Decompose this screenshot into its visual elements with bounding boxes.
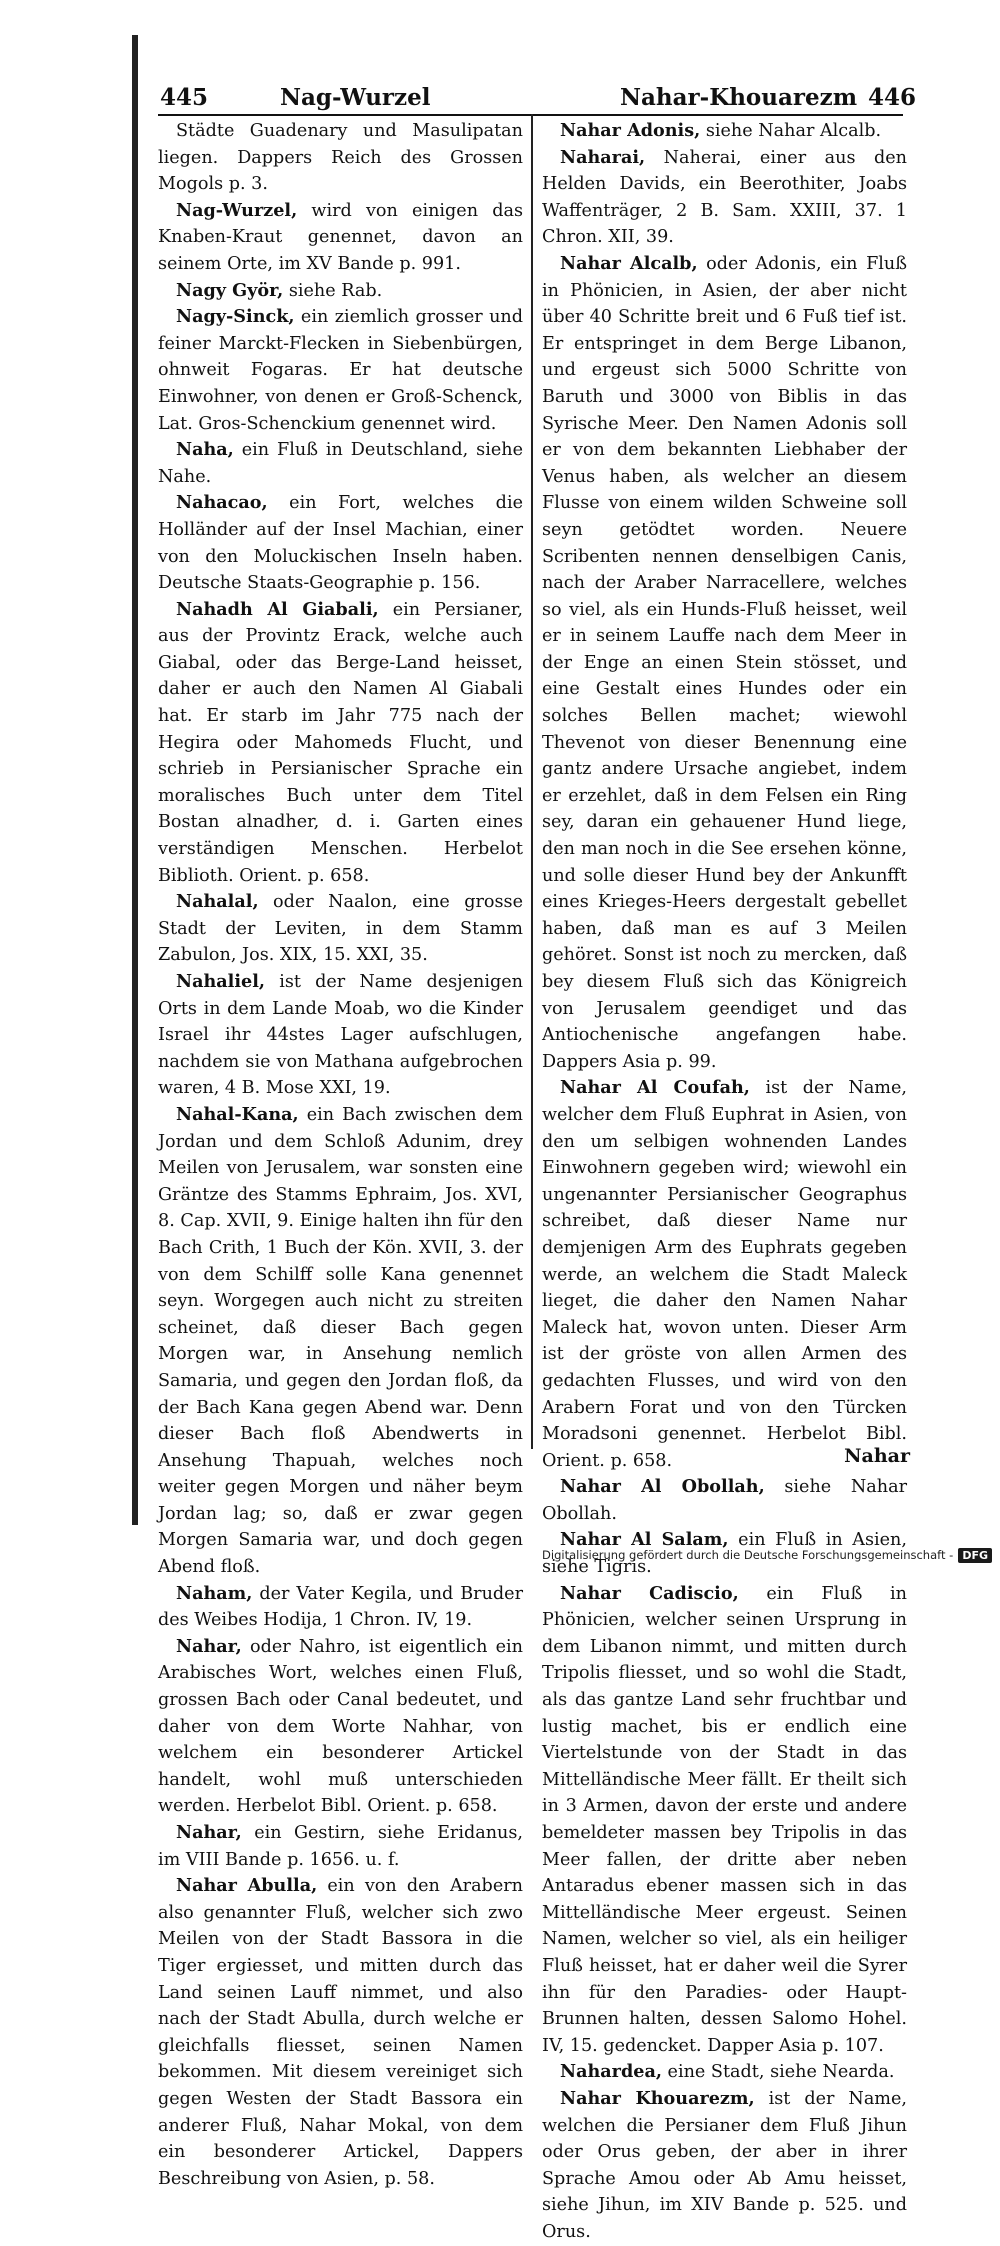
dictionary-entry: [158, 889, 523, 969]
left-column: [158, 118, 523, 2192]
dictionary-entry: [542, 1075, 907, 1474]
entry-headword: Nahar Khouarezm,: [560, 2087, 755, 2109]
dictionary-entry: [542, 2059, 907, 2086]
dictionary-entry: [158, 597, 523, 890]
book-spine-edge: [132, 35, 138, 1525]
dictionary-entry: [542, 2086, 907, 2246]
entry-headword: Nahacao,: [176, 492, 268, 514]
page-header: [150, 80, 917, 116]
dictionary-entry: [158, 1820, 523, 1873]
entry-text: siehe Nahar Obollah.: [542, 1477, 907, 1524]
right-column: [542, 118, 907, 2246]
dictionary-entry: [542, 145, 907, 251]
entry-headword: Nahadh Al Giabali,: [176, 598, 379, 620]
dictionary-entry: [158, 1102, 523, 1581]
entry-headword: Nag-Wurzel,: [176, 199, 298, 221]
entry-text: ein Bach zwischen dem Jordan und dem Schloß Adunim, drey Meilen von Jerusalem, war sonsten eine Gräntze des Stamms Ephraim, Jos. XVI, 8. Cap. XVII, 9. Einige halten ihn für den Bach Crith, 1 Buch der Kön. XVII, 3. der von dem Schilff solle Kana genennet seyn. Worgegen auch nicht zu streiten scheinet, daß dieser Bach gegen Morgen war, in Ansehung nemlich Samaria, und gegen den Jordan floß, da der Bach Kana gegen Abend war. Denn dieser Bach floß Abendwerts in Ansehung Thapuah, welches noch weiter gegen Morgen und näher beym Jordan lag; so, daß er zwar gegen Morgen Samaria war, und doch gegen Abend floß.: [158, 1104, 523, 1578]
entry-headword: Nagy Györ,: [176, 279, 284, 301]
entry-headword: Naham,: [176, 1582, 253, 1604]
dictionary-entry: [158, 1581, 523, 1634]
entry-text: ein von den Arabern also genannter Fluß, welcher sich zwo Meilen von der Stadt Bassora in die Tiger ergiesset, und mitten durch das Land seinen Lauff nimmet, und also nach der Stadt Abulla, durch welche er gleichfalls fliesset, seinen Namen bekommen. Mit diesem vereiniget sich gegen Westen der Stadt Bassora ein anderer Fluß, Nahar Mokal, von dem ein besonderer Artickel, Dappers Beschreibung von Asien, p. 58.: [158, 1876, 523, 2189]
dictionary-entry: [158, 437, 523, 490]
entry-text: siehe Nahar Alcalb.: [700, 121, 882, 141]
dictionary-entry: [158, 1634, 523, 1820]
footer-text: Digitalisierung gefördert durch die Deutsche Forschungsgemeinschaft -: [542, 1548, 954, 1562]
entry-text: ein Gestirn, siehe Eridanus, im VIII Bande p. 1656. u. f.: [158, 1823, 523, 1870]
entry-text: oder Adonis, ein Fluß in Phönicien, in Asien, der aber nicht über 40 Schritte breit und 6 Fuß tief ist. Er entspringet in dem Berge Libanon, und ergeust sich 5000 Schritte von Baruth und 3000 von Biblis in das Syrische Meer. Den Namen Adonis soll er von dem bekannten Liebhaber der Venus haben, als welcher an diesem Flusse von einem wilden Schweine soll seyn getödtet worden. Neuere Scribenten nennen denselbigen Canis, nach der Araber Narracellere, welches so viel, als ein Hunds-Fluß heisset, weil er in seinem Lauffe nach dem Meer in der Enge an einen Stein stösset, und eine Gestalt eines Hundes oder ein solches Bellen machet; wiewohl Thevenot von dieser Benennung eine gantz andere Ursache angiebet, indem er erzehlet, daß in dem Felsen ein Ring sey, daran ein gehauener Hund liege, den man noch in die See ersehen könne, und solle dieser Hund bey der Ankunfft eines Krieges-Heers dergestalt gebellet haben, daß man es auf 3 Meilen gehöret. Sonst ist noch zu mercken, daß bey diesem Fluß sich das Königreich von Jerusalem geendiget und das Antiochenische angefangen habe. Dappers Asia p. 99.: [542, 253, 907, 1072]
dictionary-entry: [542, 118, 907, 145]
catchword: Nahar: [844, 1445, 910, 1467]
entry-headword: Nahar Alcalb,: [560, 252, 698, 274]
page-number-left: 445: [160, 84, 209, 111]
dictionary-entry: [158, 1873, 523, 2192]
entry-headword: Nahar,: [176, 1822, 242, 1843]
entry-headword: Naharai,: [560, 146, 646, 168]
column-divider: [531, 114, 533, 1449]
dictionary-entry: [158, 304, 523, 437]
dictionary-entry: [158, 118, 523, 198]
page-number-right: 446: [868, 84, 917, 111]
running-head-left: Nag-Wurzel: [280, 84, 431, 111]
dictionary-entry: [158, 969, 523, 1102]
entry-headword: Nahar,: [176, 1635, 242, 1657]
dictionary-entry: [542, 251, 907, 1075]
entry-headword: Nahar Al Obollah,: [560, 1476, 765, 1498]
entry-headword: Nahalal,: [176, 891, 259, 913]
entry-text: siehe Rab.: [283, 280, 383, 301]
entry-headword: Nahar Adonis,: [560, 120, 701, 141]
entry-text: ein Fluß in Asien, siehe Tigris.: [542, 1530, 907, 1578]
dfg-logo: DFG: [958, 1548, 992, 1563]
entry-text: ein Persianer, aus der Provintz Erack, welche auch Giabal, oder das Berge-Land heisset, daher er auch den Namen Al Giabali hat. Er starb im Jahr 775 nach der Hegira oder Mahomeds Flucht, und schrieb in Persianischer Sprache ein moralisches Buch unter dem Titel Bostan alnadher, d. i. Garten eines verständigen Menschen. Herbelot Biblioth. Orient. p. 658.: [158, 599, 523, 886]
entry-headword: Nahar Al Salam,: [560, 1529, 729, 1551]
dictionary-entry: [542, 1474, 907, 1527]
entry-headword: Nahar Cadiscio,: [560, 1582, 739, 1604]
entry-text: ein Fluß in Deutschland, siehe Nahe.: [158, 440, 523, 487]
dictionary-entry: [158, 198, 523, 278]
dictionary-entry: [158, 490, 523, 596]
entry-text: ein Fluß in Phönicien, welcher seinen Ursprung in dem Libanon nimmt, und mitten durch Tripolis fliesset, und so wohl die Stadt, als das gantze Land sehr fruchtbar und lustig machet, bis er endlich eine Viertelstunde von der Stadt in das Mittelländische Meer fällt. Er theilt sich in 3 Armen, davon der erste und andere bemeldeter massen bey Tripolis in das Meer fallen, der dritte aber neben Antaradus ebener massen sich in das Mittelländische Meer ergeust. Seinen Namen, welcher so viel, als ein heiliger Fluß heisset, hat er daher weil die Syrer ihn für den Paradies- oder Haupt-Brunnen halten, dessen Salomo Hohel. IV, 15. gedencket. Dapper Asia p. 107.: [542, 1583, 907, 2056]
entry-text: oder Nahro, ist eigentlich ein Arabisches Wort, welches einen Fluß, grossen Bach oder Canal bedeutet, und daher von dem Worte Nahhar, von welchem ein besonderer Artickel handelt, wohl muß unterschieden werden. Herbelot Bibl. Orient. p. 658.: [158, 1636, 523, 1817]
entry-headword: Nahar Abulla,: [176, 1875, 318, 1897]
entry-text: Naherai, einer aus den Helden Davids, ein Beerothiter, Joabs Waffenträger, 2 B. Sam. XXIII, 37. 1 Chron. XII, 39.: [542, 147, 907, 248]
running-head-right: Nahar-Khouarezm: [620, 84, 858, 111]
entry-headword: Nahaliel,: [176, 971, 266, 992]
entry-headword: Nahal-Kana,: [176, 1103, 299, 1125]
entry-headword: Nagy-Sinck,: [176, 306, 295, 328]
entry-text: ist der Name, welchen die Persianer dem Fluß Jihun oder Orus geben, der aber in ihrer Sprache Amou oder Ab Amu heisset, siehe Jihun, im XIV Bande p. 525. und Orus.: [542, 2088, 907, 2242]
entry-text: eine Stadt, siehe Nearda.: [661, 2062, 895, 2083]
entry-text: oder Naalon, eine grosse Stadt der Leviten, in dem Stamm Zabulon, Jos. XIX, 15. XXI, 35.: [158, 892, 523, 966]
dictionary-entry: [158, 278, 523, 305]
entry-headword: Nahar Al Coufah,: [560, 1077, 750, 1099]
entry-headword: Naha,: [176, 439, 234, 461]
entry-text: Städte Guadenary und Masulipatan liegen. Dappers Reich des Grossen Mogols p. 3.: [158, 121, 523, 195]
entry-text: ist der Name desjenigen Orts in dem Lande Moab, wo die Kinder Israel ihr 44stes Lager aufschlugen, nachdem sie von Mathana aufgebrochen waren, 4 B. Mose XXI, 19.: [158, 972, 523, 1099]
entry-text: wird von einigen das Knaben-Kraut genennet, davon an seinem Orte, im XV Bande p. 991.: [158, 200, 523, 274]
entry-text: ist der Name, welcher dem Fluß Euphrat in Asien, von den um selbigen wohnenden Landes Einwohnern gegeben wird; wiewohl ein ungenannter Persianischer Geographus schreibet, daß dieser Name nur demjenigen Arm des Euphrats gegeben werde, an welchem die Stadt Maleck lieget, die daher den Namen Nahar Maleck hat, wovon unten. Dieser Arm ist der gröste von allen Armen des gedachten Flusses, und wird von den Arabern Forat und von den Türcken Moradsoni genennet. Herbelot Bibl. Orient. p. 658.: [542, 1078, 907, 1471]
dictionary-entry: [542, 1581, 907, 2060]
entry-text: ein ziemlich grosser und feiner Marckt-Flecken in Siebenbürgen, ohnweit Fogaras. Er hat deutsche Einwohner, von denen er Groß-Schenck, Lat. Gros-Schenckium genennet wird.: [158, 307, 523, 434]
entry-text: ein Fort, welches die Holländer auf der Insel Machian, einer von den Moluckischen Inseln haben. Deutsche Staats-Geographie p. 156.: [158, 493, 523, 594]
footer-credit: [542, 1546, 992, 1564]
entry-text: der Vater Kegila, und Bruder des Weibes Hodija, 1 Chron. IV, 19.: [158, 1583, 523, 1631]
entry-headword: Nahardea,: [560, 2061, 662, 2083]
